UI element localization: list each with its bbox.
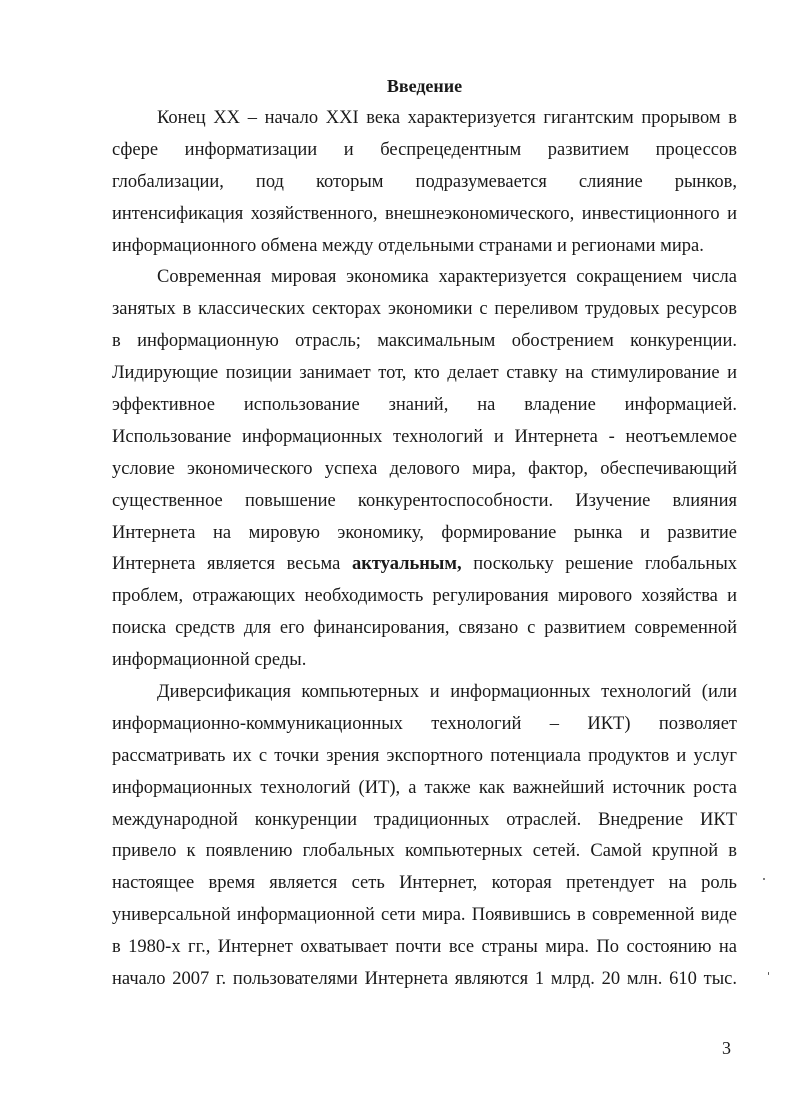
- text-line: существенное повышение конкурентоспособности. Изучение влияния: [112, 490, 737, 511]
- text-line-with-emphasis: [112, 549, 737, 581]
- text-line: Диверсификация компьютерных и информационных технологий (или: [157, 682, 737, 703]
- text-line: эффективное использование знаний, на владение информацией.: [112, 395, 737, 416]
- text-line: в информационную отрасль; максимальным обострением конкуренции.: [112, 331, 737, 352]
- text-line: глобализации, под которым подразумевается слияние рынков,: [112, 171, 737, 192]
- scan-speck: [763, 878, 765, 880]
- section-heading: Введение: [386, 76, 463, 96]
- text-line: интенсификация хозяйственного, внешнеэкономического, инвестиционного и: [112, 203, 737, 224]
- text-line: Лидирующие позиции занимает тот, кто делает ставку на стимулирование и: [112, 363, 737, 384]
- body-text: [112, 103, 737, 996]
- text-line: условие экономического успеха делового мира, фактор, обеспечивающий: [112, 458, 737, 479]
- text-line: информационной среды.: [112, 650, 307, 671]
- text-fragment: поскольку решение глобальных: [461, 554, 737, 575]
- text-line: информационных технологий (ИТ), а также как важнейший источник роста: [112, 777, 737, 798]
- text-line: универсальной информационной сети мира. Появившись в современной виде: [112, 905, 737, 926]
- text-line: занятых в классических секторах экономики с переливом трудовых ресурсов: [112, 299, 737, 320]
- text-line: рассматривать их с точки зрения экспортного потенциала продуктов и услуг: [112, 745, 737, 766]
- text-line: привело к появлению глобальных компьютерных сетей. Самой крупной в: [112, 841, 737, 862]
- text-line: сфере информатизации и беспрецедентным развитием процессов: [112, 139, 737, 160]
- text-line: поиска средств для его финансирования, связано с развитием современной: [112, 618, 737, 639]
- text-line: информационного обмена между отдельными странами и регионами мира.: [112, 235, 704, 256]
- text-line: проблем, отражающих необходимость регулирования мирового хозяйства и: [112, 586, 737, 607]
- text-line: международной конкуренции традиционных отраслей. Внедрение ИКТ: [112, 809, 737, 830]
- text-line: Современная мировая экономика характеризуется сокращением числа: [157, 267, 737, 288]
- text-line: в 1980-х гг., Интернет охватывает почти все страны мира. По состоянию на: [112, 937, 737, 958]
- text-line: настоящее время является сеть Интернет, которая претендует на роль: [112, 873, 737, 894]
- text-line: Конец XX – начало XXI века характеризуется гигантским прорывом в: [157, 108, 737, 128]
- text-line: Интернета на мировую экономику, формирование рынка и развитие: [112, 522, 737, 543]
- text-line: начало 2007 г. пользователями Интернета являются 1 млрд. 20 млн. 610 тыс.: [112, 969, 737, 990]
- text-fragment: Интернета является весьма: [112, 554, 352, 575]
- scan-speck: [768, 972, 769, 975]
- page-number: 3: [722, 1038, 731, 1058]
- text-line: информационно-коммуникационных технологий – ИКТ) позволяет: [112, 713, 737, 734]
- text-line: Использование информационных технологий и Интернета - неотъемлемое: [112, 426, 737, 447]
- emphasis-word: актуальным,: [351, 554, 462, 575]
